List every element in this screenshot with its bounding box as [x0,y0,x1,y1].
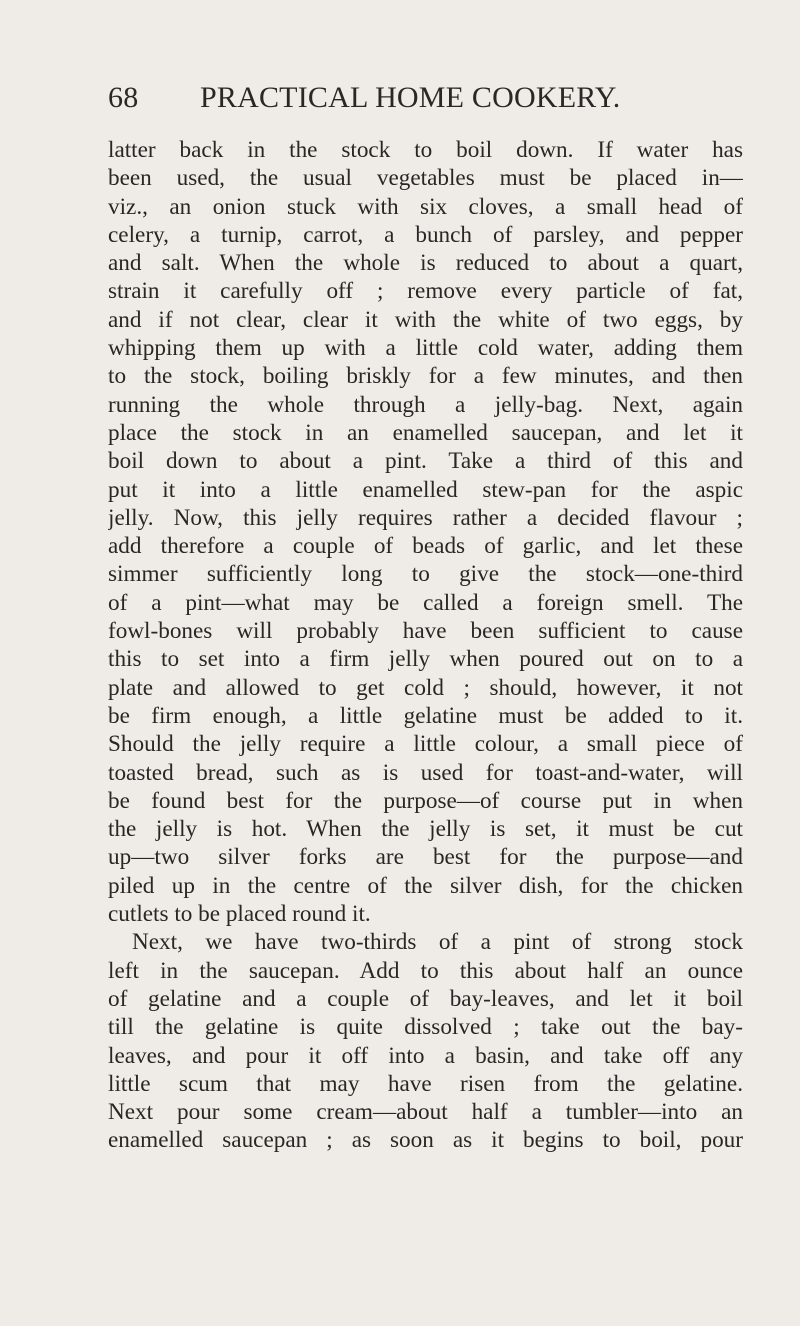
text-line: viz., an onion stuck with six cloves, a small head of [108,193,743,220]
text-line: running the whole through a jelly-bag. Next, again [108,391,743,418]
text-line: and if not clear, clear it with the white of two eggs, by [108,306,743,333]
text-line: celery, a turnip, carrot, a bunch of parsley, and pepper [108,221,743,248]
text-line: whipping them up with a little cold water, adding them [108,335,743,362]
text-line: cutlets to be placed round it. [108,901,371,928]
text-line: simmer sufficiently long to give the stock—one-third [108,561,743,588]
text-line: been used, the usual vegetables must be placed in— [108,165,743,192]
text-line: strain it carefully off ; remove every particle of fat, [108,278,743,305]
text-line: Next pour some cream—about half a tumbler—into an [108,1099,743,1126]
text-line: enamelled saucepan ; as soon as it begins to boil, pour [108,1127,743,1154]
text-line: piled up in the centre of the silver dish, for the chicken [108,872,743,899]
text-line: till the gelatine is quite dissolved ; take out the bay- [108,1014,743,1041]
text-line: little scum that may have risen from the gelatine. [108,1070,743,1097]
text-line: to the stock, boiling briskly for a few minutes, and then [108,363,743,390]
text-line: Next, we have two-thirds of a pint of strong stock [132,929,743,956]
paragraph-2 [108,928,743,1154]
text-line: up—two silver forks are best for the purpose—and [108,844,743,871]
body-text [108,136,743,1155]
text-line: add therefore a couple of beads of garlic, and let these [108,533,743,560]
text-line: and salt. When the whole is reduced to about a quart, [108,250,743,277]
text-line: Should the jelly require a little colour, a small piece of [108,731,743,758]
text-line: boil down to about a pint. Take a third of this and [108,448,743,475]
running-head: PRACTICAL HOME COOKERY. [200,81,621,114]
page-header [108,78,708,118]
text-line: be firm enough, a little gelatine must be added to it. [108,702,743,729]
text-line: latter back in the stock to boil down. If water has [108,137,743,163]
text-line: plate and allowed to get cold ; should, however, it not [108,674,743,701]
text-line: of a pint—what may be called a foreign smell. The [108,589,743,616]
page-number: 68 [108,81,139,114]
text-line: place the stock in an enamelled saucepan, and let it [108,419,743,446]
text-line: this to set into a firm jelly when poured out on to a [108,646,743,673]
text-line: of gelatine and a couple of bay-leaves, and let it boil [108,985,743,1012]
text-line: be found best for the purpose—of course put in when [108,787,743,814]
text-line: the jelly is hot. When the jelly is set, it must be cut [108,816,743,843]
text-line: put it into a little enamelled stew-pan for the aspic [108,476,743,503]
text-line: jelly. Now, this jelly requires rather a decided flavour ; [108,504,743,531]
text-line: fowl-bones will probably have been sufficient to cause [108,618,743,645]
text-line: left in the saucepan. Add to this about half an ounce [108,957,743,984]
text-line: toasted bread, such as is used for toast-and-water, will [108,759,743,786]
text-line: leaves, and pour it off into a basin, and take off any [108,1042,743,1069]
paragraph-1 [108,136,743,928]
